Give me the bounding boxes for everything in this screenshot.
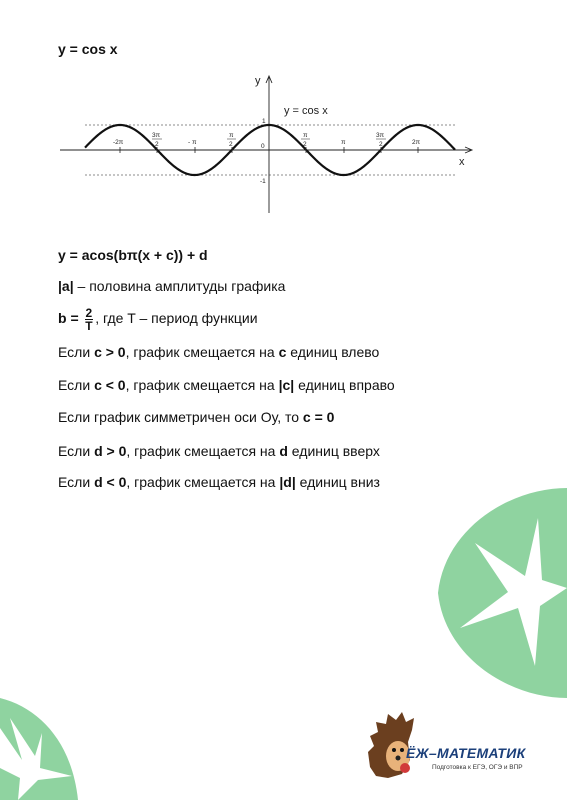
- general-formula: [58, 246, 208, 264]
- condition: d > 0: [94, 443, 127, 459]
- text-segment: единиц влево: [286, 344, 380, 360]
- x-axis-label: x: [459, 156, 465, 168]
- text-segment: единиц вверх: [287, 443, 380, 459]
- green-decoration-left: [0, 698, 80, 800]
- b-fraction-denominator: T: [85, 319, 93, 333]
- curve-label: y = cos x: [284, 105, 328, 117]
- condition: c = 0: [302, 409, 335, 425]
- line-b-description: [58, 307, 258, 332]
- logo-tagline: Подготовка к ЕГЭ, ОГЭ и ВПР: [432, 764, 523, 771]
- text-segment: Если график симметричен оси Оу, то: [58, 409, 303, 425]
- b-fraction-numerator: 2: [85, 306, 93, 320]
- b-fraction: [85, 307, 94, 332]
- tick-label-neg-3pi2-num: 3π: [152, 132, 161, 139]
- line-c-zero: [58, 408, 334, 426]
- tick-label-2pi: 2π: [412, 139, 421, 146]
- tick-label-3pi2-den: 2: [379, 141, 383, 148]
- text-segment: , график смещается на: [126, 474, 280, 490]
- green-decoration-right: [430, 488, 567, 698]
- line-a-description: [58, 277, 285, 295]
- tick-label-neg-3pi2-den: 2: [155, 141, 159, 148]
- tick-label-neg-2pi: -2π: [113, 139, 124, 146]
- text-segment: единиц вниз: [295, 474, 380, 490]
- line-d-negative: [58, 473, 380, 491]
- a-description-text: – половина амплитуды графика: [73, 278, 286, 294]
- tick-label-pi2-num: π: [303, 132, 308, 139]
- text-segment: , график смещается на: [126, 443, 280, 459]
- variable: c: [278, 344, 287, 360]
- text-segment: Если: [58, 474, 95, 490]
- a-symbol: |a|: [58, 278, 74, 294]
- condition: c < 0: [94, 377, 126, 393]
- line-c-positive: [58, 343, 379, 361]
- tick-label-pi: π: [341, 139, 346, 146]
- b-lhs: b =: [58, 310, 79, 327]
- y-label-neg-1: -1: [260, 178, 266, 185]
- text-segment: Если: [58, 344, 95, 360]
- y-label-pos-1: 1: [262, 118, 266, 125]
- variable: |d|: [279, 474, 296, 490]
- text-segment: Если: [58, 443, 95, 459]
- line-c-negative: [58, 376, 395, 394]
- variable: d: [279, 443, 288, 459]
- logo-name: ЁЖ–МАТЕМАТИК: [406, 745, 526, 761]
- text-segment: , график смещается на: [125, 344, 279, 360]
- b-description-text: , где T – период функции: [95, 310, 258, 327]
- text-segment: Если: [58, 377, 95, 393]
- condition: d < 0: [94, 474, 127, 490]
- tick-label-neg-pi2-den: 2: [229, 141, 233, 148]
- line-d-positive: [58, 442, 380, 460]
- cosine-graph: [55, 68, 475, 218]
- text-segment: единиц вправо: [294, 377, 395, 393]
- tick-label-neg-pi2-num: π: [229, 132, 234, 139]
- y-axis-label: y: [255, 75, 261, 87]
- tick-label-3pi2-num: 3π: [376, 132, 385, 139]
- text-segment: , график смещается на: [125, 377, 279, 393]
- condition: c > 0: [94, 344, 126, 360]
- variable: |c|: [278, 377, 295, 393]
- general-formula-text: y = acos(bπ(x + c)) + d: [58, 247, 208, 263]
- origin-label: 0: [261, 143, 265, 150]
- tick-label-neg-pi: - π: [188, 139, 197, 146]
- page-title: y = cos x: [58, 41, 118, 57]
- tick-label-pi2-den: 2: [303, 141, 307, 148]
